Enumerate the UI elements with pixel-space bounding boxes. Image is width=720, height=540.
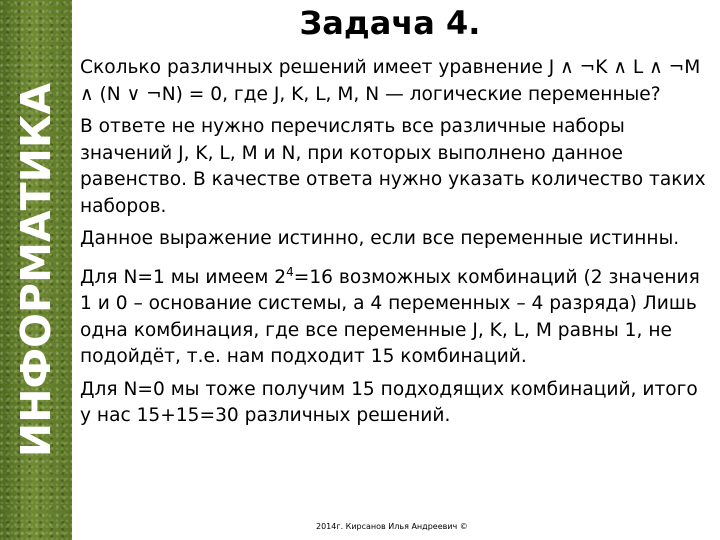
side-banner [0,0,72,540]
solution-n1-text-start: Для N=1 мы имеем 2 [80,266,287,288]
solution-n1-text-end: =16 возможных комбинаций (2 значения 1 и 0 – основание системы, а 4 переменных – 4 разряда) Лишь одна комбинация, где все переменные J, K, L, M равны 1, не подойдёт, т.е. нам подходит 15 комбинаций. [80,266,700,368]
question-paragraph: Сколько различных решений имеет уравнение J ∧ ¬K ∧ L ∧ ¬M ∧ (N ∨ ¬N) = 0, где J, K, L, M, N — логические переменные? [80,57,701,105]
slide-title: Задача 4. [299,4,481,42]
instruction-paragraph: В ответе не нужно перечислять все различные наборы значений J, K, L, M и N, при которых выполнено данное равенство. В качестве ответа нужно указать количество таких наборов. [80,116,706,217]
side-banner-label: ИНФОРМАТИКА [12,82,60,458]
footer-copyright: 2014г. Кирсанов Илья Андреевич © [316,522,468,531]
solution-n0-paragraph: Для N=0 мы тоже получим 15 подходящих комбинаций, итого у нас 15+15=30 различных решений. [80,378,698,427]
explanation-paragraph: Данное выражение истинно, если все переменные истинны. [80,228,680,249]
slide-body [80,55,714,436]
solution-n1-paragraph [80,259,714,371]
exponent: 4 [286,264,294,279]
